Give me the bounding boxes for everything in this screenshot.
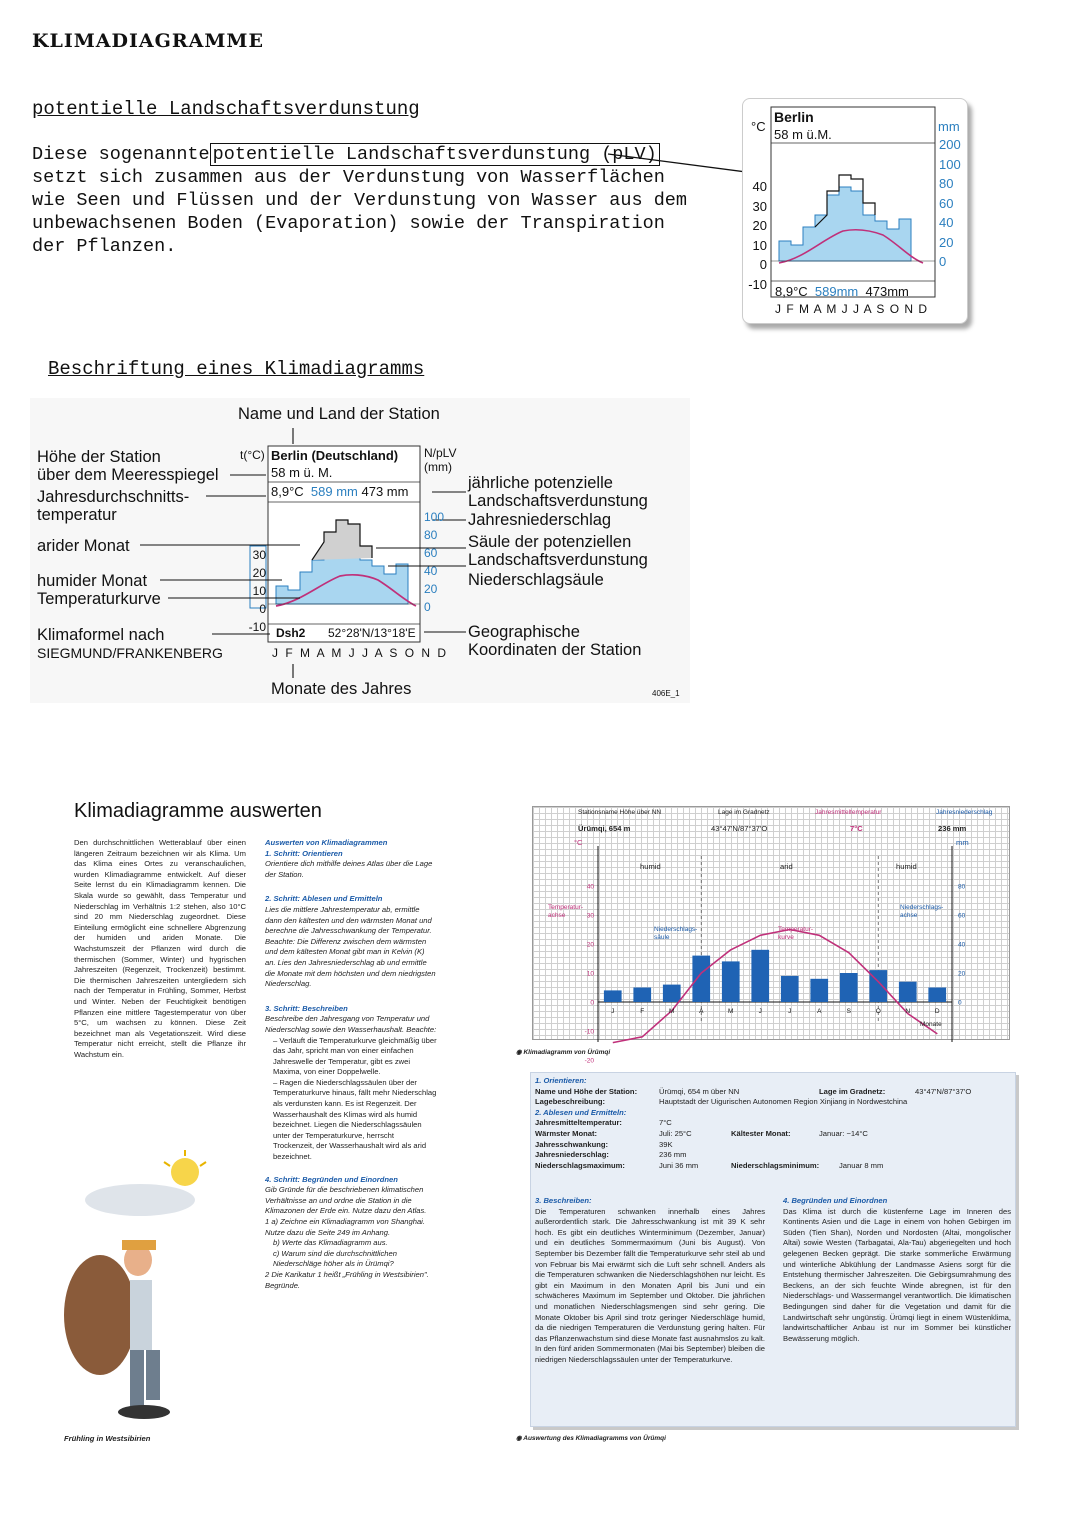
- precip-bar: [781, 976, 799, 1002]
- uru-label-temp-curve: Temperatur-kurve: [778, 926, 814, 941]
- caption-text: Auswertung des Klimadiagramms von Ürümqi: [523, 1435, 666, 1442]
- month-tick-label: D: [934, 1008, 940, 1015]
- label-text: Geographische: [468, 623, 580, 641]
- month-tick-label: J: [611, 1008, 615, 1015]
- task-2: 2 Die Karikatur 1 heißt „Frühling in Westsibirien". Begründe.: [265, 1269, 429, 1290]
- temp-tick-label: 10: [586, 970, 594, 978]
- diag-unit-text: (mm): [424, 460, 452, 474]
- uru-h-coord: Lage im Gradnetz: [718, 809, 770, 816]
- label-text: Klimaformel nach: [37, 626, 165, 644]
- precip-bar: [722, 961, 740, 1002]
- eval-value: Januar: −14°C: [819, 1128, 868, 1138]
- precip-bar: [810, 979, 828, 1002]
- step3-bullet-2: – Ragen die Niederschlagssäulen über der Temperaturkurve hinaus, fällt mehr Niederschlag als verdunsten kann. Es ist Regenzeit. Der Wasserhaushalt des Klimas wird als humid bezeichnet. Liegen die Niederschlagssäulen unter der Temperaturkurve, herrscht Trockenzeit, der Wasserhaushalt wird als arid bezeichnet.: [273, 1077, 437, 1162]
- month-tick-label: O: [875, 1008, 881, 1015]
- month-tick-label: A: [699, 1008, 704, 1015]
- berlin-mini-diagram: [742, 98, 968, 324]
- label-temp-curve: Temperaturkurve: [37, 590, 161, 608]
- eval-box-content: [535, 1076, 1015, 1171]
- eval-describe-col: [535, 1196, 765, 1366]
- precip-tick-label: 20: [958, 970, 966, 978]
- step3-text: Beschreibe den Jahresgang von Temperatur und Niederschlag sowie den Wasserhaushalt. Beachte:: [265, 1014, 437, 1034]
- eval-key: Name und Höhe der Station:: [535, 1086, 638, 1096]
- precip-bar: [751, 950, 769, 1002]
- temp-tick-label: 30: [586, 912, 594, 920]
- precip-bar: [692, 956, 710, 1002]
- eval-row-jmt: [535, 1118, 1015, 1129]
- label-annual-precip: Jahresniederschlag: [468, 511, 612, 529]
- uru-label-precip-axis: Niederschlags-achse: [900, 904, 944, 919]
- uru-h-station-val: Ürümqi, 654 m: [578, 824, 631, 833]
- eval-value: 39K: [659, 1139, 673, 1149]
- berlin-plv: 473mm: [865, 284, 909, 299]
- eval-row-lage: [535, 1097, 1015, 1108]
- section-heading-plv: potentielle Landschaftsverdunstung: [32, 98, 420, 120]
- tick: 20: [252, 566, 266, 580]
- tick: 30: [752, 198, 767, 214]
- precip-tick-label: 0: [958, 999, 962, 1007]
- tick: 20: [424, 582, 438, 596]
- uru-h-precip-val: 236 mm: [938, 824, 967, 833]
- tick: 60: [939, 195, 954, 211]
- label-text: Landschaftsverdunstung: [468, 492, 648, 510]
- temp-tick-label: -20: [584, 1057, 594, 1065]
- berlin-unit-c: °C: [751, 119, 766, 134]
- step1-text: Orientiere dich mithilfe deines Atlas über die Lage der Station.: [265, 859, 433, 879]
- tick: 40: [424, 564, 438, 578]
- tick: 20: [752, 218, 767, 233]
- label-arid: arider Monat: [37, 537, 130, 555]
- uru-unit-mm: mm: [956, 838, 969, 847]
- eval-key: Kältester Monat:: [731, 1128, 791, 1138]
- month-tick-label: M: [669, 1008, 675, 1015]
- diag-months: J F M A M J J A S O N D: [272, 646, 449, 660]
- eval-value: Hauptstadt der Uigurischen Autonomen Region Xinjiang in Nordwestchina: [659, 1097, 908, 1107]
- uru-humid-1: humid: [640, 862, 661, 871]
- tick: 100: [939, 156, 961, 172]
- temp-tick-label: 0: [590, 999, 594, 1007]
- tick: -10: [748, 276, 767, 292]
- eval-row-nmax: [535, 1161, 1015, 1172]
- eval-s3-heading: 3. Beschreiben:: [535, 1196, 592, 1205]
- precip-bar: [928, 988, 946, 1003]
- precip-bar: [633, 988, 651, 1003]
- eval-key: Niederschlagsmaximum:: [535, 1160, 625, 1170]
- tick: 60: [424, 546, 438, 560]
- month-tick-label: A: [817, 1008, 822, 1015]
- berlin-unit-mm: mm: [938, 119, 960, 134]
- month-tick-label: S: [846, 1008, 851, 1015]
- precip-bar: [899, 982, 917, 1002]
- eval-row-warm: [535, 1129, 1015, 1140]
- eval-value: 236 mm: [659, 1150, 687, 1160]
- eval-key: Lagebeschreibung:: [535, 1097, 606, 1107]
- precip-tick-label: 40: [958, 941, 966, 949]
- caricature-caption: [64, 1434, 150, 1445]
- label-text: Jahresdurchschnitts-: [37, 488, 190, 506]
- label-text: Höhe der Station: [37, 448, 161, 466]
- precip-bar: [663, 985, 681, 1002]
- precip-tick-label: 60: [958, 912, 966, 920]
- tick: 0: [939, 254, 947, 269]
- tick: 0: [759, 257, 767, 272]
- eval-row-name: [535, 1087, 1015, 1098]
- tick: 40: [752, 179, 767, 194]
- eval-key: Wärmster Monat:: [535, 1128, 598, 1138]
- book-column-1: Den durchschnittlichen Wetterablauf über einen längeren Zeitraum bezeichnen wir als Klima. Um das Klima eines Ortes zu veranschaulichen, wurden Klimadiagramme entwickelt. Auf dieser Seite lernst du ein Klimadiagramm kennen. Die Skala wurde so gewählt, dass Temperatur und Niederschlag im Verhältnis 1:2 stehen, also 10°C sind 20 mm Niederschlag zugeordnet. Diese Einteilung ermöglicht eine schnellere Abgrenzung der humiden und ariden Monate. Die Wachstumszeit der Pflanzen wird durch die thermischen (Sommer, Winter) und hygrischen Jahreszeiten (Regenzeit, Trockenzeit) bestimmt. Die thermischen Jahreszeiten untergliedern sich nach der Temperatur in Frühling, Sommer, Herbst und Winter. Neben der Feuchtigkeit benötigen Pflanzen eine mittlere Tagestemperatur von über 5°C, um wachsen zu können. Diese Zeit bezeichnet man als Vegetationszeit. Wird diese Temperatur nicht erreicht, stellt die Pflanze ihr Wachstum ein.: [74, 838, 246, 1059]
- label-station-name: Name und Land der Station: [238, 405, 440, 423]
- book-column-2: [265, 838, 437, 1291]
- book-heading: Klimadiagramme auswerten: [74, 800, 322, 822]
- label-text: temperatur: [37, 506, 117, 524]
- diag-left-ticks: [248, 546, 266, 636]
- eval-key: Jahresschwankung:: [535, 1139, 609, 1149]
- uru-label-months: Monate: [920, 1021, 942, 1028]
- eval-row-nied: [535, 1150, 1015, 1161]
- berlin-station: Berlin: [774, 109, 814, 125]
- temp-tick-label: 20: [586, 941, 594, 949]
- month-tick-label: J: [788, 1008, 792, 1015]
- eval-key: Jahresniederschlag:: [535, 1150, 609, 1160]
- page-title: KLIMADIAGRAMME: [32, 30, 264, 52]
- step4-text: Gib Gründe für die beschriebenen klimatischen Verhältnisse an und ordne die Station in die Klimazonen der Erde ein. Nutze dazu den Atlas.: [265, 1185, 427, 1216]
- temp-tick-label: 40: [586, 883, 594, 891]
- temperature-curve: [613, 930, 938, 1043]
- precip-bar: [604, 990, 622, 1002]
- tick: 0: [259, 602, 266, 616]
- diag-unit-right: [424, 446, 456, 474]
- label-precip-column: Niederschlagsäule: [468, 571, 604, 589]
- labeling-diagram-svg: [0, 0, 700, 710]
- diag-unit-left: t(°C): [240, 448, 265, 462]
- precip-bar: [840, 973, 858, 1002]
- diag-height: 58 m ü. M.: [271, 465, 333, 480]
- eval-value: Juni 36 mm: [659, 1160, 699, 1170]
- uru-unit-c: °C: [574, 838, 583, 847]
- diag-plv: 473 mm: [361, 484, 409, 499]
- uru-label-precip-col: Niederschlags-säule: [654, 926, 698, 941]
- caption-text: Frühling in Westsibirien: [64, 1434, 151, 1443]
- diag-station: Berlin (Deutschland): [271, 448, 399, 463]
- step3-bullet-1: – Verläuft die Temperaturkurve gleichmäßig über das Jahr, spricht man von einer einfachen Jahreswelle der Temperatur, gibt es zwei Maxima, von einer Doppelwelle.: [273, 1035, 437, 1077]
- diag-summary: [271, 484, 408, 499]
- temp-tick-label: -10: [584, 1028, 594, 1036]
- intro-boxed-term: potentielle Landschaftsverdunstung (pLV): [210, 143, 660, 166]
- eval-key: Jahresmitteltemperatur:: [535, 1118, 622, 1128]
- tick: 10: [752, 237, 767, 253]
- intro-text-rest: setzt sich zusammen aus der Verdunstung von Wasserflächen wie Seen und Flüssen und der Verdunstung von Wasser aus dem unbewachsenen Boden (Evaporation) sowie der Transpiration der Pflanzen.: [32, 167, 688, 257]
- eval-s2-heading: 2. Ablesen und Ermitteln:: [535, 1107, 627, 1117]
- tick: 80: [424, 528, 438, 542]
- berlin-precip: 589mm: [814, 284, 859, 299]
- tick: 10: [252, 584, 266, 598]
- label-humid: humider Monat: [37, 572, 148, 590]
- tick: 100: [424, 510, 445, 524]
- precip-tick-label: 80: [958, 883, 966, 891]
- tick: 200: [939, 137, 961, 152]
- uru-h-temp-val: 7°C: [850, 824, 863, 833]
- eval-key: Niederschlagsminimum:: [731, 1160, 820, 1170]
- figure-code: 406E_1: [652, 689, 680, 698]
- berlin-right-ticks: [939, 135, 961, 272]
- diag-temp: 8,9°C: [271, 484, 304, 499]
- uru-h-station: Stationsname Höhe über NN: [578, 809, 662, 816]
- uru-arid: arid: [780, 862, 793, 871]
- tick: 30: [252, 548, 266, 562]
- diag-precip: 589 mm: [310, 484, 358, 499]
- label-text: über dem Meeresspiegel: [37, 466, 219, 484]
- step2-text: Lies die mittlere Jahrestemperatur ab, ermittle dann den kältesten und den wärmsten Monat und berechne die Jahresschwankung der Temperatur. Beachte: Die Differenz zwischen dem wärmsten und dem kältesten Monat gibt man in Kelvin (K) an. Lies den Jahresniederschlag ab und ermittle die Monate mit dem höchsten und dem niedrigsten Niederschlag.: [265, 904, 436, 989]
- uru-h-coord-val: 43°47'N/87°37'O: [711, 824, 768, 833]
- tick: 80: [939, 176, 954, 191]
- uru-label-temp-axis: Temperatur-achse: [548, 904, 584, 919]
- month-tick-label: J: [758, 1008, 762, 1015]
- diag-right-ticks: [424, 508, 444, 616]
- step4-heading: 4. Schritt: Begründen und Einordnen: [265, 1174, 398, 1184]
- label-text: Koordinaten der Station: [468, 641, 642, 659]
- month-tick-label: F: [640, 1008, 645, 1015]
- task-1b: b) Werte das Klimadiagramm aus.: [273, 1238, 388, 1248]
- diag-formula: Dsh2: [276, 626, 306, 640]
- label-months: Monate des Jahres: [271, 680, 412, 698]
- step1-heading: 1. Schritt: Orientieren: [265, 848, 343, 858]
- label-text: Landschaftsverdunstung: [468, 551, 648, 569]
- diag-unit-text: N/pLV: [424, 446, 457, 460]
- eval-s4-heading: 4. Begründen und Einordnen: [783, 1196, 888, 1205]
- label-text: Säule der potenziellen: [468, 533, 632, 551]
- section-heading-labeling: Beschriftung eines Klimadiagramms: [48, 358, 425, 380]
- c2-heading: Auswerten von Klimadiagrammen: [265, 838, 388, 847]
- eval-key: Lage im Gradnetz:: [819, 1086, 886, 1096]
- eval-value: Ürümqi, 654 m über NN: [659, 1086, 740, 1096]
- month-tick-label: M: [728, 1008, 734, 1015]
- uru-h-precip: Jahresniederschlag: [936, 809, 993, 816]
- caricature-illustration: [60, 1150, 250, 1430]
- diag-coords: 52°28'N/13°18'E: [328, 626, 416, 640]
- berlin-height: 58 m ü.M.: [774, 127, 832, 142]
- step3-heading: 3. Schritt: Beschreiben: [265, 1003, 348, 1013]
- step2-heading: 2. Schritt: Ablesen und Ermitteln: [265, 894, 383, 904]
- berlin-left-ticks: [745, 177, 767, 294]
- eval-value: 43°47'N/87°37'O: [915, 1086, 972, 1096]
- task-1a: 1 a) Zeichne ein Klimadiagramm von Shanghai. Nutze dazu die Seite 249 im Anhang.: [265, 1217, 425, 1237]
- eval-s4-text: Das Klima ist durch die küstenferne Lage im Inneren des Kontinents Asien und die Lage in einem von hohen Gebirgen im Süden (Tien Shan), Norden und Nordosten (Altai, mongolischer Altai) sowie Westen (Tarbagatai, Ala-Tau) abgeriegelten und hoch gelegenen Becken geprägt. Die starke sommerliche Erwärmung und winterliche Abkühlung der Landmasse Asiens sorgt für die Entstehung thermischer Jahreszeiten. Die Gebirgsumrahmung des Beckens, an der sich feuchte Winde abregnen, ist für den Niederschlags- und Wassermangel verantwortlich. Die klimatischen Bedingungen sind daher für die Vegetation und damit für die Landwirtschaft sehr ungünstig. Ürümqi liegt in einem Wüstenklima, landwirtschaftlicher Anbau ist nur im Sommer bei künstlicher Bewässerung möglich.: [783, 1206, 1011, 1343]
- uru-humid-2: humid: [896, 862, 917, 871]
- tick: 20: [939, 234, 954, 250]
- eval-row-schw: [535, 1140, 1015, 1151]
- eval-s3-text: Die Temperaturen schwanken innerhalb eines Jahres außerordentlich stark. Die Jahresschwankung ist mit 39 K sehr hoch. Es gibt ein deutliches Winterminimum (Dezember, Januar) und ein deutliches Sommermaximum (Juni bis August). Von September bis Dezember fällt die Temperaturkurve sehr steil ab und von Februar bis Mai erwärmt sich die Luft sehr schnell. Anders als die Temperaturen schwanken die Niederschlagshöhen nur leicht. Es gibt ein Maximum in den Monaten April bis Juni und ein schwächeres Maximum im September und Oktober. Die jährlichen und monatlichen Niederschlagsmengen sind sehr gering. Die Monate Oktober bis April sind trotz geringer Niederschläge humid, da die niedrigen Temperaturen die Verdunstung gering halten. Für das Pflanzenwachstum sind diese Monate fast ausnahmslos zu kalt. In den fünf ariden Sommermonaten (Mai bis September) bleiben die niedrigen Niederschlagssäulen unter der Temperaturkurve.: [535, 1206, 765, 1364]
- task-1c: c) Warum sind die durchschnittlichen Niederschläge höher als in Ürümqi?: [273, 1248, 397, 1269]
- uru-caption: ◉ Klimadiagramm von Ürümqi: [516, 1049, 611, 1056]
- label-text: jährliche potenzielle: [468, 474, 613, 492]
- tick: 40: [939, 215, 954, 230]
- berlin-temp: 8,9°C: [775, 284, 808, 299]
- tick: -10: [248, 620, 266, 634]
- eval-s1-heading: 1. Orientieren:: [535, 1076, 587, 1085]
- eval-value: Januar 8 mm: [839, 1160, 884, 1170]
- eval-value: 7°C: [659, 1118, 672, 1128]
- eval-caption: ◉ Auswertung des Klimadiagramms von Ürümqi: [516, 1435, 666, 1442]
- berlin-months: J F M A M J J A S O N D: [775, 302, 929, 316]
- berlin-summary: [775, 284, 909, 299]
- eval-justify-col: [783, 1196, 1011, 1344]
- month-tick-label: N: [905, 1008, 911, 1015]
- intro-text-pre: Diese sogenannte: [32, 144, 210, 165]
- label-text: SIEGMUND/FRANKENBERG: [37, 645, 223, 661]
- tick: 0: [424, 600, 431, 614]
- eval-value: Juli: 25°C: [659, 1128, 692, 1138]
- caption-text: Klimadiagramm von Ürümqi: [523, 1049, 611, 1056]
- uru-h-temp: Jahresmitteltemperatur: [815, 809, 882, 816]
